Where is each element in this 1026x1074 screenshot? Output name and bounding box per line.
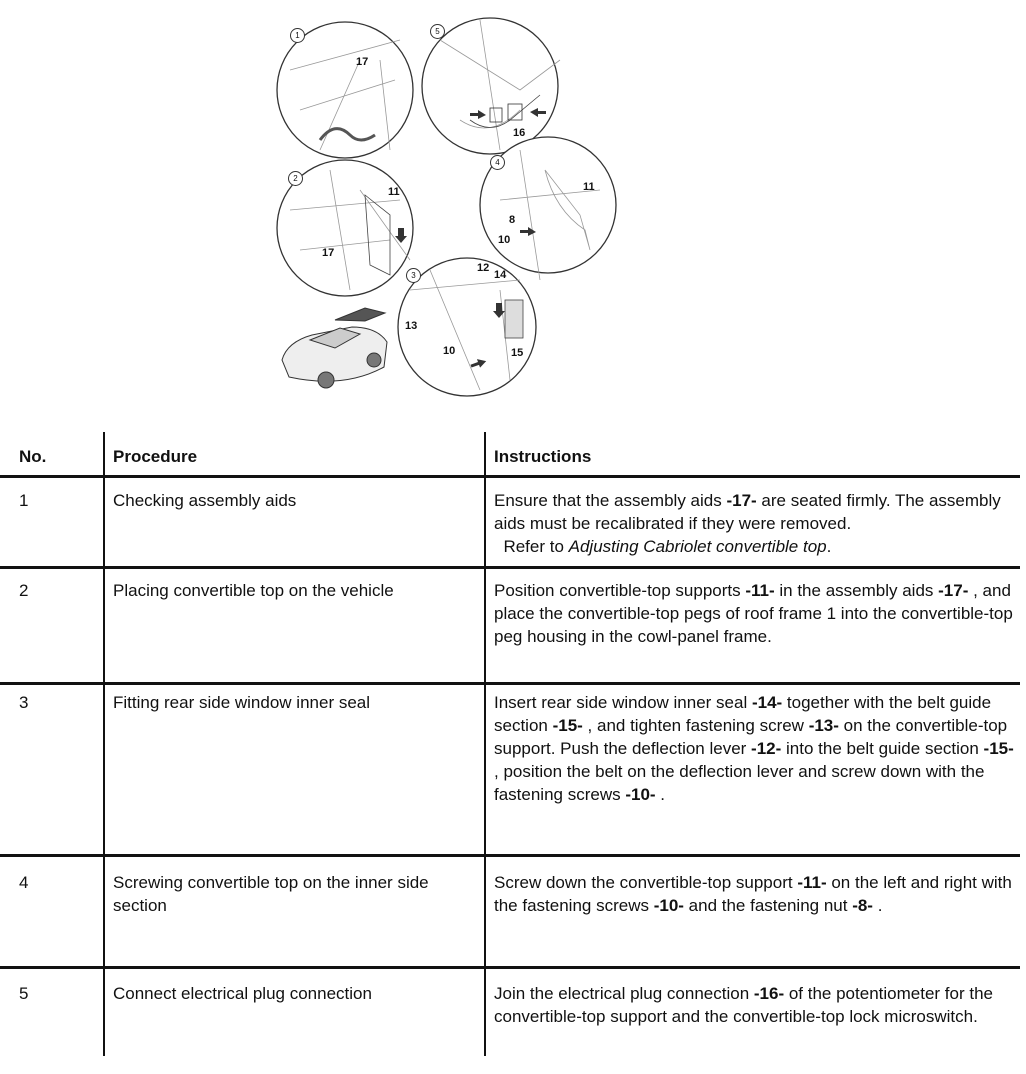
instruction-text: Screw down the convertible-top support (494, 873, 798, 892)
callout-label: 17 (322, 247, 335, 259)
part-reference: -11- (745, 581, 775, 600)
row-number: 3 (19, 693, 29, 712)
callout-label: 11 (388, 186, 400, 198)
instruction-text: . (872, 896, 883, 915)
instruction-text: Position convertible-top supports (494, 581, 746, 600)
instruction-text: Insert rear side window inner seal (494, 693, 752, 712)
callout-label: 10 (443, 345, 456, 357)
column-divider (103, 432, 105, 1056)
instruction-text: together with the belt guide section (494, 693, 992, 735)
step-badge: 4 (490, 155, 505, 170)
row-number: 1 (19, 491, 29, 510)
cross-reference: Adjusting Cabriolet convertible top (568, 537, 827, 556)
callout-label: 12 (477, 262, 490, 274)
callout-label: 15 (511, 347, 524, 359)
instruction-text: , and tighten fastening screw (582, 716, 809, 735)
car-icon (282, 308, 387, 388)
row-procedure: Fitting rear side window inner seal (113, 693, 371, 712)
column-divider (484, 432, 486, 1056)
part-reference: -10- (653, 896, 684, 915)
instruction-text: Refer to (494, 537, 569, 556)
part-reference: -15- (983, 739, 1014, 758)
header-no: No. (19, 447, 47, 466)
instruction-text: are seated firmly. The assembly aids must be recalibrated if they were removed. (494, 491, 1001, 533)
header-procedure: Procedure (113, 447, 198, 466)
step-badge: 1 (290, 28, 305, 43)
assembly-illustration (0, 0, 1026, 410)
step-badge: 2 (288, 171, 303, 186)
part-reference: -12- (751, 739, 782, 758)
callout-label: 10 (498, 234, 511, 246)
step-badge: 3 (406, 268, 421, 283)
callout-label: 13 (405, 320, 418, 332)
part-reference: -13- (808, 716, 839, 735)
instruction-text: on the convertible-top support. Push the deflection lever (494, 716, 1008, 758)
instruction-text: in the assembly aids (774, 581, 939, 600)
instruction-text: Join the electrical plug connection (494, 984, 754, 1003)
instruction-text: , position the belt on the deflection lever and screw down with the fastening screws (494, 762, 985, 804)
row-number: 4 (19, 873, 29, 892)
part-reference: -14- (751, 693, 783, 712)
instruction-text: on the left and right with the fastening screws (494, 873, 1012, 915)
row-divider (0, 566, 1020, 569)
row-number: 2 (19, 581, 29, 600)
part-reference: -15- (552, 716, 583, 735)
part-reference: -16- (753, 984, 785, 1003)
part-reference: -17- (938, 581, 969, 600)
row-instructions (494, 691, 1014, 806)
instruction-text: , and place the convertible-top pegs of roof frame 1 into the convertible-top peg housing in the cowl-panel frame. (494, 581, 1013, 646)
instruction-text: and the fastening nut (683, 896, 853, 915)
row-divider (0, 854, 1020, 857)
row-instructions (494, 489, 1014, 558)
row-procedure: Placing convertible top on the vehicle (113, 581, 394, 600)
callout-label: 17 (356, 56, 369, 68)
instruction-text: Ensure that the assembly aids (494, 491, 727, 510)
row-divider (0, 966, 1020, 969)
header-instructions: Instructions (494, 447, 592, 466)
row-divider (0, 682, 1020, 685)
row-instructions (494, 871, 1014, 917)
row-procedure: Connect electrical plug connection (113, 984, 372, 1003)
instruction-text: . (826, 537, 832, 556)
callout-label: 11 (583, 181, 595, 193)
instruction-text: of the potentiometer for the convertible-top support and the convertible-top lock microswitch. (494, 984, 993, 1026)
instruction-text: . (655, 785, 666, 804)
callout-label: 16 (513, 127, 526, 139)
row-procedure: Checking assembly aids (113, 491, 297, 510)
part-reference: -11- (797, 873, 827, 892)
row-number: 5 (19, 984, 29, 1003)
callout-label: 14 (494, 269, 507, 281)
row-procedure: Screwing convertible top on the inner side section (113, 873, 429, 915)
part-reference: -10- (625, 785, 656, 804)
step-badge: 5 (430, 24, 445, 39)
part-reference: -17- (726, 491, 757, 510)
instruction-text: into the belt guide section (781, 739, 984, 758)
part-reference: -8- (852, 896, 873, 915)
row-divider (0, 475, 1020, 478)
row-instructions (494, 982, 1014, 1028)
callout-label: 8 (509, 214, 516, 226)
row-instructions (494, 579, 1014, 648)
